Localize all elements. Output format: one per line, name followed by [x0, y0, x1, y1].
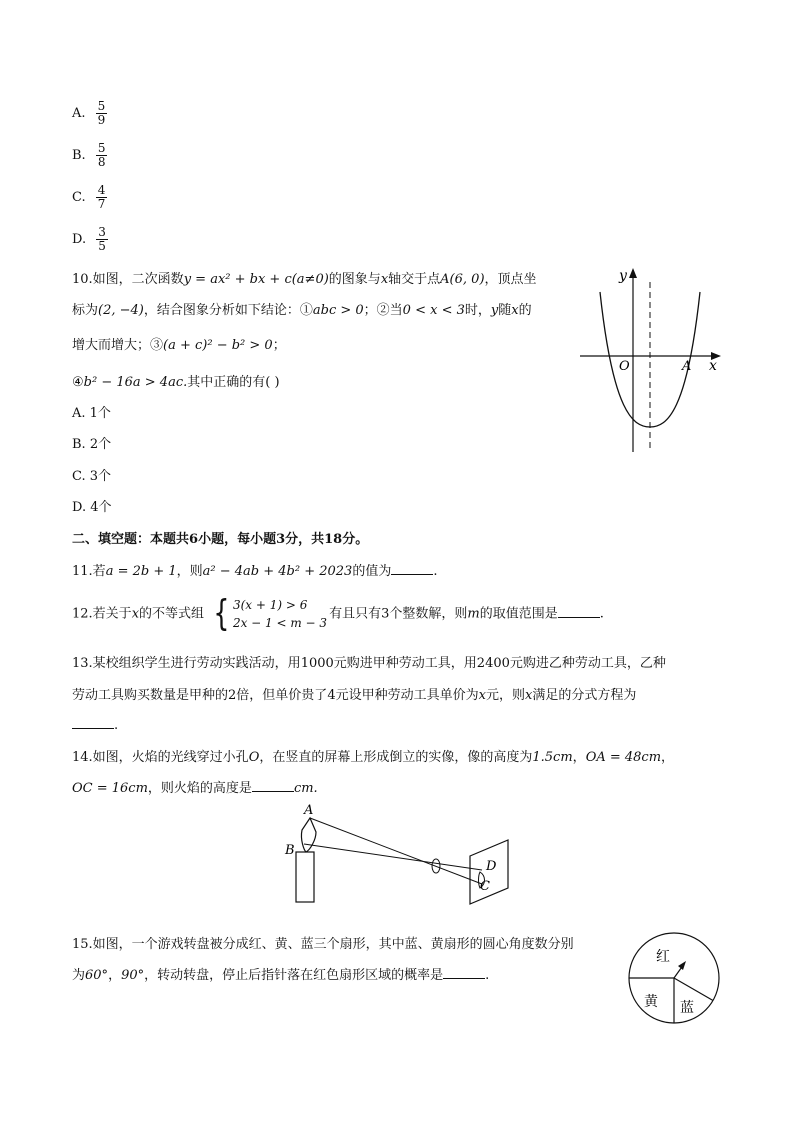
text: 倍，但单价贵了: [236, 688, 328, 703]
answer-blank: [252, 779, 294, 792]
math: A(6, 0): [440, 272, 485, 287]
fraction-denominator: 8: [97, 155, 106, 169]
number: 6: [189, 532, 199, 547]
inequality-lines: [233, 596, 327, 632]
text: 11.若: [72, 564, 106, 579]
text: 的值为: [352, 564, 392, 579]
math: OC = 16cm: [72, 781, 148, 796]
q10-option-c: C. 3个: [72, 469, 112, 484]
text: 13.某校组织学生进行劳动实践活动，用: [72, 656, 301, 671]
y-label: y: [619, 268, 627, 284]
text: 劳动工具购买数量是甲种的: [72, 688, 229, 703]
number: 3: [276, 532, 286, 547]
q14-line-2: [72, 779, 318, 798]
math: 1.5cm: [532, 750, 573, 765]
math: y = ax² + bx + c(a≠0): [183, 272, 329, 287]
fraction: [96, 142, 108, 169]
text: .: [599, 606, 604, 622]
math: (a + c)² − b² > 0: [163, 338, 273, 353]
q10-line-4: [72, 374, 280, 392]
math: 60°: [85, 968, 109, 983]
text: ；: [272, 338, 286, 353]
math: cm.: [293, 781, 318, 796]
math: x: [131, 606, 140, 622]
math: O: [248, 750, 260, 765]
inequality-1: 3(x + 1) > 6: [232, 598, 308, 612]
fraction: [96, 226, 108, 253]
math: a² − 4ab + 4b² + 2023: [202, 564, 353, 579]
q10-option-b: B. 2个: [72, 437, 112, 452]
q13-line-2: [72, 687, 636, 705]
math: 0 < x < 3: [402, 303, 465, 318]
number: 3: [381, 606, 390, 622]
fraction: [96, 184, 108, 211]
q9-option-b: [72, 142, 107, 169]
fraction-numerator: 5: [97, 99, 106, 113]
q10-option-a: A. 1个: [72, 406, 111, 421]
text: ，则: [176, 564, 203, 579]
label-a: A: [304, 803, 314, 818]
text: 元购进乙种劳动工具，乙种: [509, 656, 666, 671]
text: ④: [72, 375, 84, 390]
inequality-system: [210, 593, 328, 634]
text: 随: [498, 303, 512, 318]
brace-icon: {: [213, 593, 230, 634]
number: 18: [324, 532, 343, 547]
option-label: B.: [72, 148, 86, 163]
text: .: [433, 564, 438, 579]
math: y: [490, 303, 499, 318]
answer-blank: [72, 716, 114, 729]
parabola-graph: [575, 262, 735, 462]
text: .: [485, 968, 490, 983]
text: ，转动转盘，停止后指针落在红色扇形区域的概率是: [144, 968, 444, 983]
point-a-label: A: [682, 359, 692, 374]
fraction-denominator: 9: [97, 113, 106, 127]
text: 元设甲种劳动工具单价为: [335, 688, 479, 703]
text: 分，共: [285, 532, 325, 547]
text: ；②当: [363, 303, 403, 318]
text: 的图象与: [328, 272, 381, 287]
text: ，: [661, 750, 675, 765]
text: ，则火焰的高度是: [147, 781, 252, 796]
number: 1000: [300, 656, 334, 671]
math: 90°: [121, 968, 145, 983]
text: 有且只有: [329, 606, 382, 622]
text: 标为: [72, 303, 99, 318]
x-label: x: [709, 358, 717, 374]
text: 时，: [464, 303, 491, 318]
text: 12.若关于: [72, 606, 132, 622]
math: OA = 48cm: [585, 750, 662, 765]
math: x: [380, 272, 389, 287]
q10-line-3: [72, 337, 286, 355]
q13-line-1: [72, 655, 666, 673]
text: ，: [108, 968, 122, 983]
answer-blank: [443, 966, 485, 979]
answer-blank: [391, 562, 433, 575]
q9-option-c: [72, 184, 107, 211]
fraction-denominator: 5: [98, 239, 106, 253]
sector-blue-label: 蓝: [680, 1000, 694, 1016]
number: 2400: [476, 656, 510, 671]
candle-body: [296, 852, 314, 902]
text: ，: [572, 750, 586, 765]
text: 增大而增大；③: [72, 338, 164, 353]
text: 分。: [342, 532, 369, 547]
fraction-numerator: 3: [98, 225, 106, 239]
number: 2: [228, 688, 237, 703]
math: m: [467, 606, 480, 622]
sector-yellow-label: 黄: [644, 994, 658, 1010]
q13-line-3: [72, 716, 118, 735]
text: 10.如图，二次函数: [72, 272, 184, 287]
text: 的: [518, 303, 532, 318]
number: 4: [327, 688, 336, 703]
text: 的不等式组: [139, 606, 205, 622]
text: 的取值范围是: [479, 606, 558, 622]
math: (2, −4): [98, 303, 144, 318]
text: 14.如图，火焰的光线穿过小孔: [72, 750, 249, 765]
text: 轴交于点: [388, 272, 441, 287]
text: 元购进甲种劳动工具，用: [333, 656, 477, 671]
fraction: [96, 100, 108, 127]
text: 元，则: [485, 688, 525, 703]
pinhole-figure: [280, 800, 520, 910]
y-axis-arrow: [629, 268, 637, 278]
light-ray-top: [310, 818, 482, 884]
label-c: C: [480, 879, 490, 894]
fraction-numerator: 5: [97, 141, 106, 155]
q15-line-1: 15.如图，一个游戏转盘被分成红、黄、蓝三个扇形，其中蓝、黄扇形的圆心角度数分别: [72, 937, 574, 952]
q15-line-2: [72, 966, 489, 985]
math: abc > 0: [312, 303, 364, 318]
section-2-title: [72, 531, 368, 549]
light-ray-bottom: [304, 844, 482, 870]
label-b: B: [285, 843, 295, 858]
fraction-numerator: 4: [97, 183, 106, 197]
q10-line-1: [72, 271, 537, 289]
q12: [72, 593, 604, 634]
option-label: D.: [72, 232, 87, 247]
q10-option-d: D. 4个: [72, 500, 112, 515]
label-d: D: [486, 859, 497, 874]
q10-line-2: [72, 302, 532, 320]
origin-label: O: [619, 359, 630, 374]
math: x: [478, 688, 486, 703]
q9-option-a: [72, 100, 107, 127]
divider-right: [674, 978, 713, 1001]
math: x: [511, 303, 519, 318]
text: 二、填空题：本题共: [72, 532, 190, 547]
text: 为: [72, 968, 86, 983]
math: x: [524, 688, 533, 703]
text: 满足的分式方程为: [532, 688, 637, 703]
text: 小题，每小题: [198, 532, 277, 547]
option-label: C.: [72, 190, 86, 205]
text: ，在竖直的屏幕上形成倒立的实像，像的高度为: [259, 750, 533, 765]
flame-icon: [301, 818, 316, 852]
text: .: [114, 718, 119, 733]
fraction-denominator: 7: [97, 197, 106, 211]
text: 个整数解，则: [389, 606, 468, 622]
inequality-2: 2x − 1 < m − 3: [232, 616, 328, 630]
text: ，结合图象分析如下结论：①: [143, 303, 313, 318]
answer-blank: [558, 605, 600, 618]
math: a = 2b + 1: [105, 564, 177, 579]
sector-red-label: 红: [656, 949, 670, 965]
text: ，顶点坐: [484, 272, 537, 287]
q9-option-d: [72, 226, 108, 253]
q14-line-1: [72, 749, 674, 767]
text: 其中正确的有( ): [187, 375, 280, 390]
q11: [72, 562, 437, 581]
option-label: A.: [72, 106, 86, 121]
spinner-wheel: [626, 930, 722, 1026]
math: b² − 16a > 4ac.: [83, 375, 188, 390]
pointer-arrow-icon: [678, 961, 686, 970]
